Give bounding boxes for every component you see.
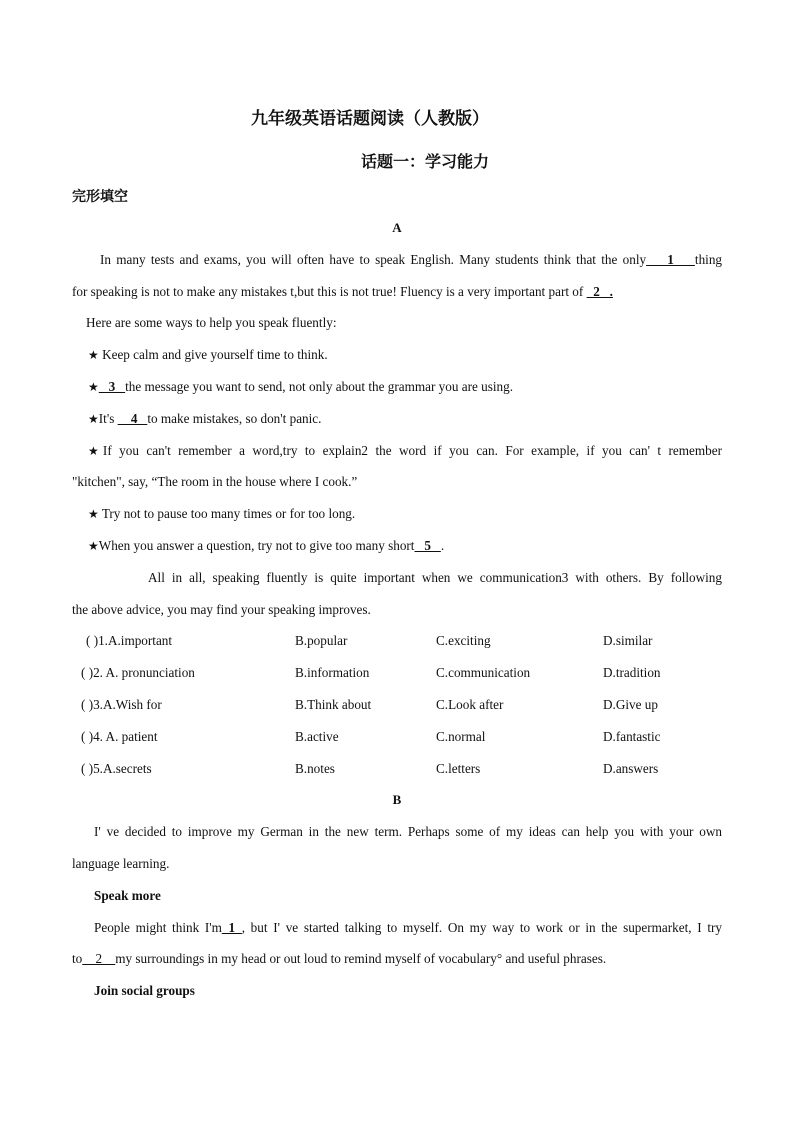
passage-b-para-line-1: People might think I'm_1_, but I' ve started talking to myself. On my way to work or in the supermarket, I try (94, 920, 722, 935)
star-icon: ★ (88, 380, 99, 394)
blank-b2: 2 (82, 951, 116, 966)
option-c: C.normal (436, 729, 486, 744)
blank-5: 5 (414, 538, 441, 553)
question-4: ( )4. A. patient (81, 729, 158, 744)
question-2: ( )2. A. pronunciation (81, 665, 195, 680)
tip-5: ★ Try not to pause too many times or for too long. (88, 506, 356, 521)
star-icon: ★ (88, 507, 99, 521)
option-d: D.similar (603, 633, 653, 648)
question-1: ( )1.A.important (86, 633, 173, 648)
option-d: D.fantastic (603, 729, 661, 744)
blank-3: 3 (98, 379, 126, 394)
conclusion-line-2: the above advice, you may find your speaking improves. (72, 602, 371, 617)
section-heading: 完形填空 (72, 189, 128, 205)
star-icon: ★ (88, 444, 103, 458)
document-title: 九年级英语话题阅读（人教版） (251, 109, 489, 129)
tip-6: ★When you answer a question, try not to give too many short 5 . (88, 538, 445, 553)
star-icon: ★ (88, 412, 99, 426)
blank-b1: _1_ (221, 920, 242, 935)
question-3: ( )3.A.Wish for (81, 697, 162, 712)
tip-4-line-1: ★If you can't remember a word,try to explain2 the word if you can. For example, if you can' t remember (88, 443, 722, 458)
option-d: D.tradition (603, 665, 661, 680)
option-d: D.Give up (603, 697, 658, 712)
option-c: C.Look after (436, 697, 504, 712)
subheading-join-social-groups: Join social groups (94, 983, 195, 998)
subheading-speak-more: Speak more (94, 888, 161, 903)
option-b: B.popular (295, 633, 348, 648)
option-b: B.notes (295, 761, 335, 776)
option-b: B.Think about (295, 697, 372, 712)
passage-b-label: B (392, 792, 402, 807)
passage-a-label: A (392, 220, 402, 235)
option-b: B.information (295, 665, 370, 680)
option-d: D.answers (603, 761, 659, 776)
tip-1: ★ Keep calm and give yourself time to think. (88, 347, 328, 362)
tip-3: ★It's 4 to make mistakes, so don't panic. (88, 411, 322, 426)
passage-b-intro-line-1: I' ve decided to improve my German in the new term. Perhaps some of my ideas can help you with your own (94, 824, 722, 839)
topic-title: 话题一：学习能力 (360, 152, 489, 171)
star-icon: ★ (88, 348, 99, 362)
blank-1: 1 (646, 252, 695, 267)
tip-4-line-2: "kitchen", say, “The room in the house where I cook.” (72, 474, 358, 489)
option-c: C.exciting (436, 633, 491, 648)
option-c: C.communication (436, 665, 531, 680)
blank-4: 4 (117, 411, 148, 426)
option-c: C.letters (436, 761, 481, 776)
passage-a-intro-tips: Here are some ways to help you speak fluently: (86, 315, 337, 330)
passage-b-para-line-2: to 2 my surroundings in my head or out loud to remind myself of vocabulary° and useful phrases. (72, 951, 607, 966)
tip-2: ★ 3 the message you want to send, not only about the grammar you are using. (88, 379, 513, 394)
star-icon: ★ (88, 539, 99, 553)
passage-b-intro-line-2: language learning. (72, 856, 170, 871)
blank-2: 2 . (586, 284, 613, 299)
passage-a-line-2: for speaking is not to make any mistakes t,but this is not true! Fluency is a very important part of 2 . (72, 284, 613, 299)
question-5: ( )5.A.secrets (81, 761, 152, 776)
passage-a-line-1: In many tests and exams, you will often have to speak English. Many students think that the only 1 thing (100, 252, 723, 267)
conclusion-line-1: All in all, speaking fluently is quite important when we communication3 with others. By following (148, 570, 722, 585)
option-b: B.active (295, 729, 339, 744)
